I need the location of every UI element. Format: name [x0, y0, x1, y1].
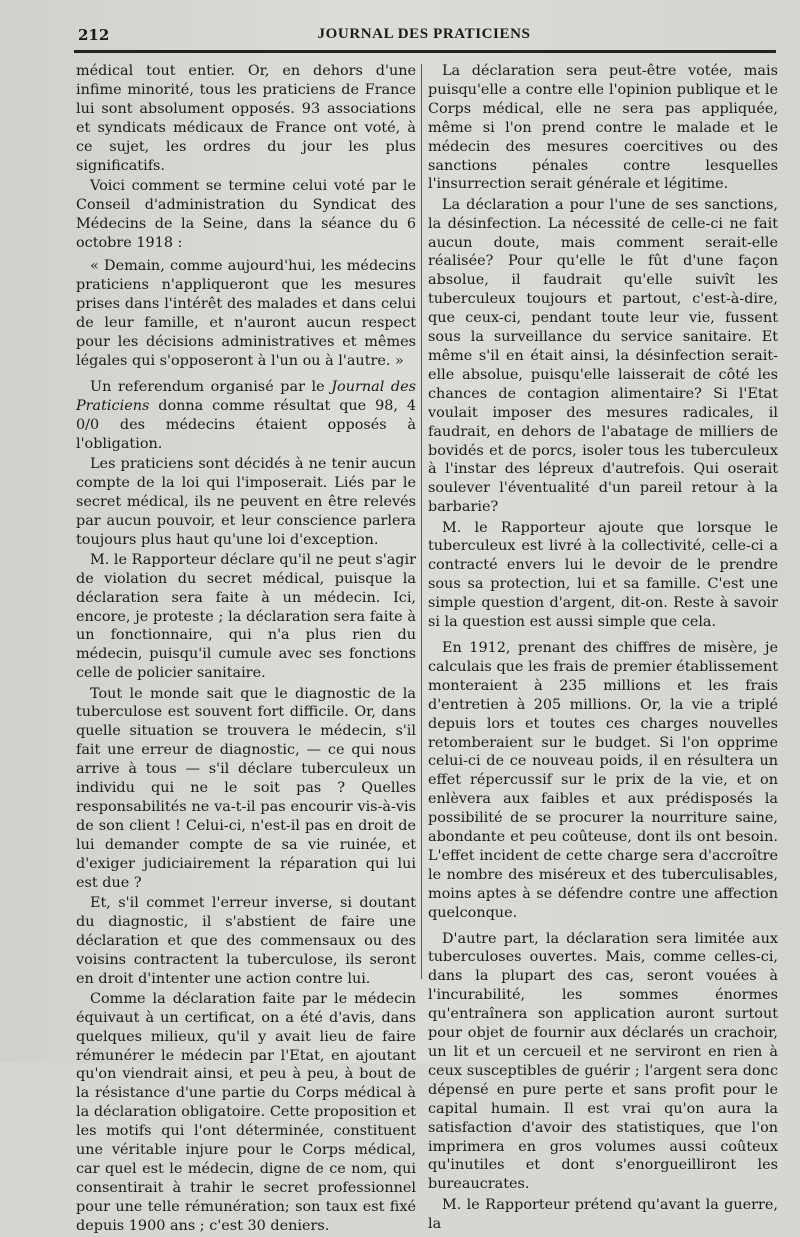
- referendum-text-start: Un referendum organisé par le: [90, 378, 332, 395]
- paragraph: médical tout entier. Or, en dehors d'une infime minorité, tous les praticiens de France lui sont absolument opposés. 93 associations et syndicats médicaux de France ont voté, à ce sujet, les ordres du jour les plus significatifs.: [76, 63, 416, 174]
- paragraph: En 1912, prenant des chiffres de misère, je calculais que les frais de premier établissement monteraient à 235 millions et les frais d'entretien à 205 millions. Or, la vie a triplé depuis lors et toutes ces charges nouvelles retomberaient sur le budget. Si l'on opprime celui-ci de ce nouveau poids, il en résultera un effet répercussif sur le prix de la vie, et on enlèvera aux faibles et aux prédisposés la possibilité de se procurer la nourriture saine, abondante et peu coûteuse, dont ils ont besoin. L'effet incident de cette charge sera d'accroître le nombre des miséreux et des tuberculisables, moins aptes à se défendre contre une affection quelconque.: [428, 639, 778, 921]
- paragraph: La déclaration sera peut-être votée, mais puisqu'elle a contre elle l'opinion publique et le Corps médical, elle ne sera pas appliquée, même si l'on prend contre le malade et le médecin des mesures coercitives ou des sanctions pénales contre lesquelles l'insurrection serait générale et légitime.: [428, 63, 778, 193]
- paragraph: M. le Rapporteur ajoute que lorsque le tuberculeux est livré à la collectivité, celle-ci a contracté envers lui le devoir de le prendre sous sa protection, lui et sa famille. C'est une simple question d'argent, dit-on. Reste à savoir si la question est aussi simple que cela.: [428, 519, 778, 631]
- right-column: [428, 62, 778, 1235]
- left-column: [76, 62, 416, 1237]
- running-title: JOURNAL DES PRATICIENS: [317, 26, 531, 42]
- paragraph: M. le Rapporteur prétend qu'avant la guerre, la: [428, 1196, 778, 1232]
- paragraph-referendum: [76, 378, 416, 454]
- paragraph: D'autre part, la déclaration sera limitée aux tuberculoses ouvertes. Mais, comme celles-ci, dans la plupart des cas, seront vouées à l'incurabilité, les sommes énormes qu'entraînera son application auront surtout pour objet de fournir aux déclarés un crachoir, un lit et un cercueil et ne serviront en rien à ceux susceptibles de guérir ; l'argent sera donc dépensé en pure perte et sans profit pour le capital humain. Il est vrai qu'on aura la satisfaction d'avoir des statistiques, que l'on imprimera en gros volumes aussi coûteux qu'inutiles et dont s'enorgueilliront les bureaucrates.: [428, 930, 778, 1193]
- quotation: « Demain, comme aujourd'hui, les médecins praticiens n'appliqueront que les mesures prises dans l'intérêt des malades et dans celui de leur famille, et n'auront aucun respect pour les décisions administratives et mêmes légales qui s'opposeront à l'un ou à l'autre. »: [76, 258, 416, 369]
- page-number: 212: [78, 26, 110, 44]
- paragraph: Voici comment se termine celui voté par le Conseil d'administration du Syndicat des Médecins de la Seine, dans la séance du 6 octobre 1918 :: [76, 177, 416, 251]
- header-rule: [74, 50, 776, 53]
- paragraph: M. le Rapporteur déclare qu'il ne peut s'agir de violation du secret médical, puisque la déclaration sera faite à un médecin. Ici, encore, je proteste ; la déclaration sera faite à un fonctionnaire, qui n'a plus rien du médecin, puisqu'il cumule avec ses fonctions celle de policier sanitaire.: [76, 551, 416, 682]
- paragraph: Et, s'il commet l'erreur inverse, si doutant du diagnostic, il s'abstient de faire une déclaration et que des commensaux ou des voisins contractent la tuberculose, ils seront en droit d'intenter une action contre lui.: [76, 894, 416, 987]
- column-divider: [421, 64, 422, 979]
- paragraph: La déclaration a pour l'une de ses sanctions, la désinfection. La nécessité de celle-ci ne fait aucun doute, mais comment serait-elle réalisée? Pour qu'elle le fût d'une façon absolue, il faudrait qu'elle suivît les tuberculeux toujours et partout, c'est-à-dire, que ceux-ci, pendant toute leur vie, fussent sous la surveillance du service sanitaire. Et même s'il en était ainsi, la désinfection serait-elle absolue, puisqu'elle laisserait de côté les chances de contagion alimentaire? Si l'Etat voulait imposer des mesures radicales, il faudrait, en dehors de l'abatage de milliers de bovidés et de porcs, isoler tous les tuberculeux à l'instar des lépreux d'autrefois. Qui oserait soulever l'éventualité d'un pareil retour à la barbarie?: [428, 196, 778, 516]
- journal-name: Journal des Praticiens: [76, 378, 416, 414]
- paragraph: Tout le monde sait que le diagnostic de la tuberculose est souvent fort difficile. Or, dans quelle situation se trouvera le médecin, s'il fait une erreur de diagnostic, — ce qui nous arrive à tous — s'il déclare tuberculeux un individu qui ne le soit pas ? Quelles responsabilités ne va-t-il pas encourir vis-à-vis de son client ! Celui-ci, n'est-il pas en droit de lui demander compte de sa vie ruinée, et d'exiger judiciairement la réparation qui lui est due ?: [76, 685, 416, 891]
- paragraph: Les praticiens sont décidés à ne tenir aucun compte de la loi qui l'imposerait. Liés par le secret médical, ils ne peuvent en être relevés par aucun pouvoir, et leur conscience parlera toujours plus haut qu'une loi d'exception.: [76, 455, 416, 548]
- referendum-text-end: donna comme résultat que 98, 4 0/0 des médecins étaient opposés à l'obligation.: [76, 397, 416, 452]
- paragraph: Comme la déclaration faite par le médecin équivaut à un certificat, on a été d'avis, dans quelques milieux, qu'il y avait lieu de faire rémunérer le médecin par l'Etat, en ajoutant qu'on viendrait ainsi, et peu à peu, à bout de la résistance d'une partie du Corps médical à la déclaration obligatoire. Cette proposition et les motifs qui l'ont déterminée, constituent une véritable injure pour le Corps médical, car quel est le médecin, digne de ce nom, qui consentirait à trahir le secret professionnel pour une telle rémunération; son taux est fixé depuis 1900 ans ; c'est 30 deniers.: [76, 990, 416, 1234]
- page-header: [78, 26, 770, 48]
